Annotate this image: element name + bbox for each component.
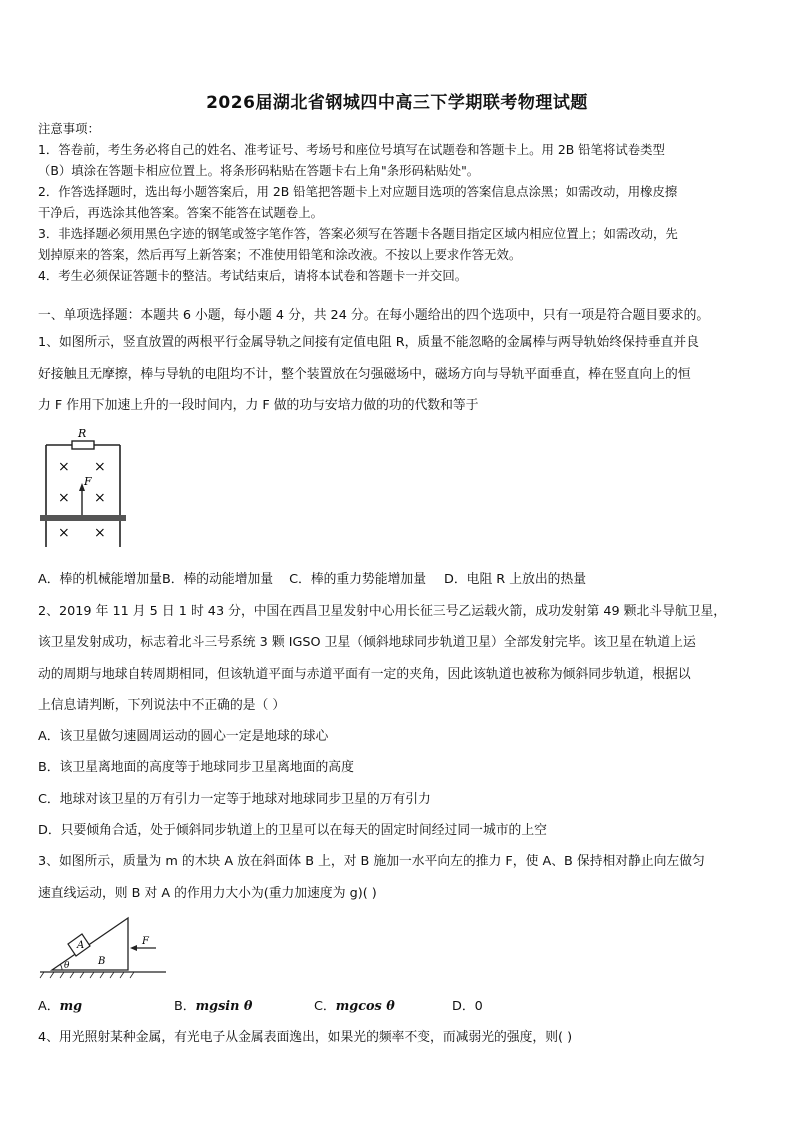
q3-stem-line: 速直线运动，则 B 对 A 的作用力大小为(重力加速度为 g)( ) — [38, 886, 377, 901]
q2-stem-line: 该卫星发射成功，标志着北斗三号系统 3 颗 IGSO 卫星（倾斜地球同步轨道卫星）全部发射完毕。该卫星在轨道上运 — [38, 635, 696, 650]
notice-line: 2．作答选择题时，选出每小题答案后，用 2B 铅笔把答题卡上对应题目选项的答案信息点涂黑；如需改动，用橡皮擦 — [38, 184, 678, 199]
q3-option-c[interactable]: C．mgcos θ — [314, 999, 395, 1014]
q2-option-b[interactable]: B．该卫星离地面的高度等于地球同步卫星离地面的高度 — [38, 760, 354, 775]
q1-option-c[interactable]: C．棒的重力势能增加量 — [289, 572, 426, 587]
resistor-icon — [72, 441, 94, 449]
push-force-label: F — [142, 936, 149, 947]
notice-line: 干净后，再选涂其他答案。答案不能答在试题卷上。 — [38, 205, 323, 220]
field-cross: × — [58, 490, 70, 506]
field-cross: × — [58, 459, 70, 475]
q1-stem-line: 1、如图所示，竖直放置的两根平行金属导轨之间接有定值电阻 R，质量不能忽略的金属棒与两导轨始终保持垂直并良 — [38, 335, 699, 350]
arrow-left-icon — [130, 945, 137, 951]
q2-stem-line: 动的周期与地球自转周期相同，但该轨道平面与赤道平面有一定的夹角，因此该轨道也被称为倾斜同步轨道，根据以 — [38, 667, 691, 682]
exam-page — [38, 0, 756, 1123]
q1-options — [38, 571, 756, 589]
q3-option-d[interactable]: D．0 — [452, 999, 483, 1014]
metal-rod — [40, 515, 126, 521]
block-a-label: A — [77, 940, 85, 951]
notice-line: 划掉原来的答案，然后再写上新答案；不准使用铅笔和涂改液。不按以上要求作答无效。 — [38, 247, 522, 262]
q3-incline-figure — [38, 912, 168, 980]
q1-option-a[interactable]: A．棒的机械能增加量 — [38, 572, 162, 587]
notice-heading: 注意事项： — [38, 121, 100, 136]
q1-option-b[interactable]: B．棒的动能增加量 — [161, 572, 274, 587]
q1-rail-figure — [38, 425, 138, 550]
q3-stem-line: 3、如图所示，质量为 m 的木块 A 放在斜面体 B 上，对 B 施加一水平向左的推力 F，使 A、B 保持相对静止向左做匀 — [38, 854, 705, 869]
q3-option-a[interactable]: A．mg — [38, 999, 83, 1014]
wedge-b-label: B — [98, 956, 106, 967]
q4-stem-line: 4、用光照射某种金属，有光电子从金属表面逸出，如果光的频率不变，而减弱光的强度，则( ) — [38, 1030, 573, 1045]
notice-line: （B）填涂在答题卡相应位置上。将条形码粘贴在答题卡右上角"条形码粘贴处"。 — [38, 163, 480, 178]
resistor-label: R — [78, 427, 87, 440]
angle-label: θ — [64, 961, 70, 971]
field-cross: × — [94, 525, 106, 541]
notice-line: 1．答卷前，考生务必将自己的姓名、准考证号、考场号和座位号填写在试题卷和答题卡上。用 2B 铅笔将试卷类型 — [38, 142, 665, 157]
force-label: F — [84, 475, 92, 488]
q2-option-c[interactable]: C．地球对该卫星的万有引力一定等于地球对地球同步卫星的万有引力 — [38, 792, 431, 807]
q1-option-d[interactable]: D．电阻 R 上放出的热量 — [444, 572, 587, 587]
q2-option-d[interactable]: D．只要倾角合适，处于倾斜同步轨道上的卫星可以在每天的固定时间经过同一城市的上空 — [38, 823, 547, 838]
notice-line: 4．考生必须保证答题卡的整洁。考试结束后，请将本试卷和答题卡一并交回。 — [38, 268, 468, 283]
section-heading: 一、单项选择题：本题共 6 小题，每小题 4 分，共 24 分。在每小题给出的四个选项中，只有一项是符合题目要求的。 — [38, 308, 710, 323]
exam-title: 2026届湖北省钢城四中高三下学期联考物理试题 — [206, 93, 588, 113]
q3-option-b[interactable]: B．mgsin θ — [174, 999, 253, 1014]
q2-option-a[interactable]: A．该卫星做匀速圆周运动的圆心一定是地球的球心 — [38, 729, 329, 744]
q2-stem-line: 2、2019 年 11 月 5 日 1 时 43 分，中国在西昌卫星发射中心用长征三号乙运载火箭，成功发射第 49 颗北斗导航卫星， — [38, 604, 727, 619]
q2-stem-line: 上信息请判断，下列说法中不正确的是（ ） — [38, 698, 286, 713]
field-cross: × — [58, 525, 70, 541]
q1-stem-line: 好接触且无摩擦，棒与导轨的电阻均不计，整个装置放在匀强磁场中，磁场方向与导轨平面垂直，棒在竖直向上的恒 — [38, 367, 691, 382]
field-cross: × — [94, 490, 106, 506]
field-cross: × — [94, 459, 106, 475]
q1-stem-line: 力 F 作用下加速上升的一段时间内，力 F 做的功与安培力做的功的代数和等于 — [38, 398, 479, 413]
notice-line: 3．非选择题必须用黑色字迹的钢笔或签字笔作答，答案必须写在答题卡各题目指定区域内相应位置上；如需改动，先 — [38, 226, 678, 241]
